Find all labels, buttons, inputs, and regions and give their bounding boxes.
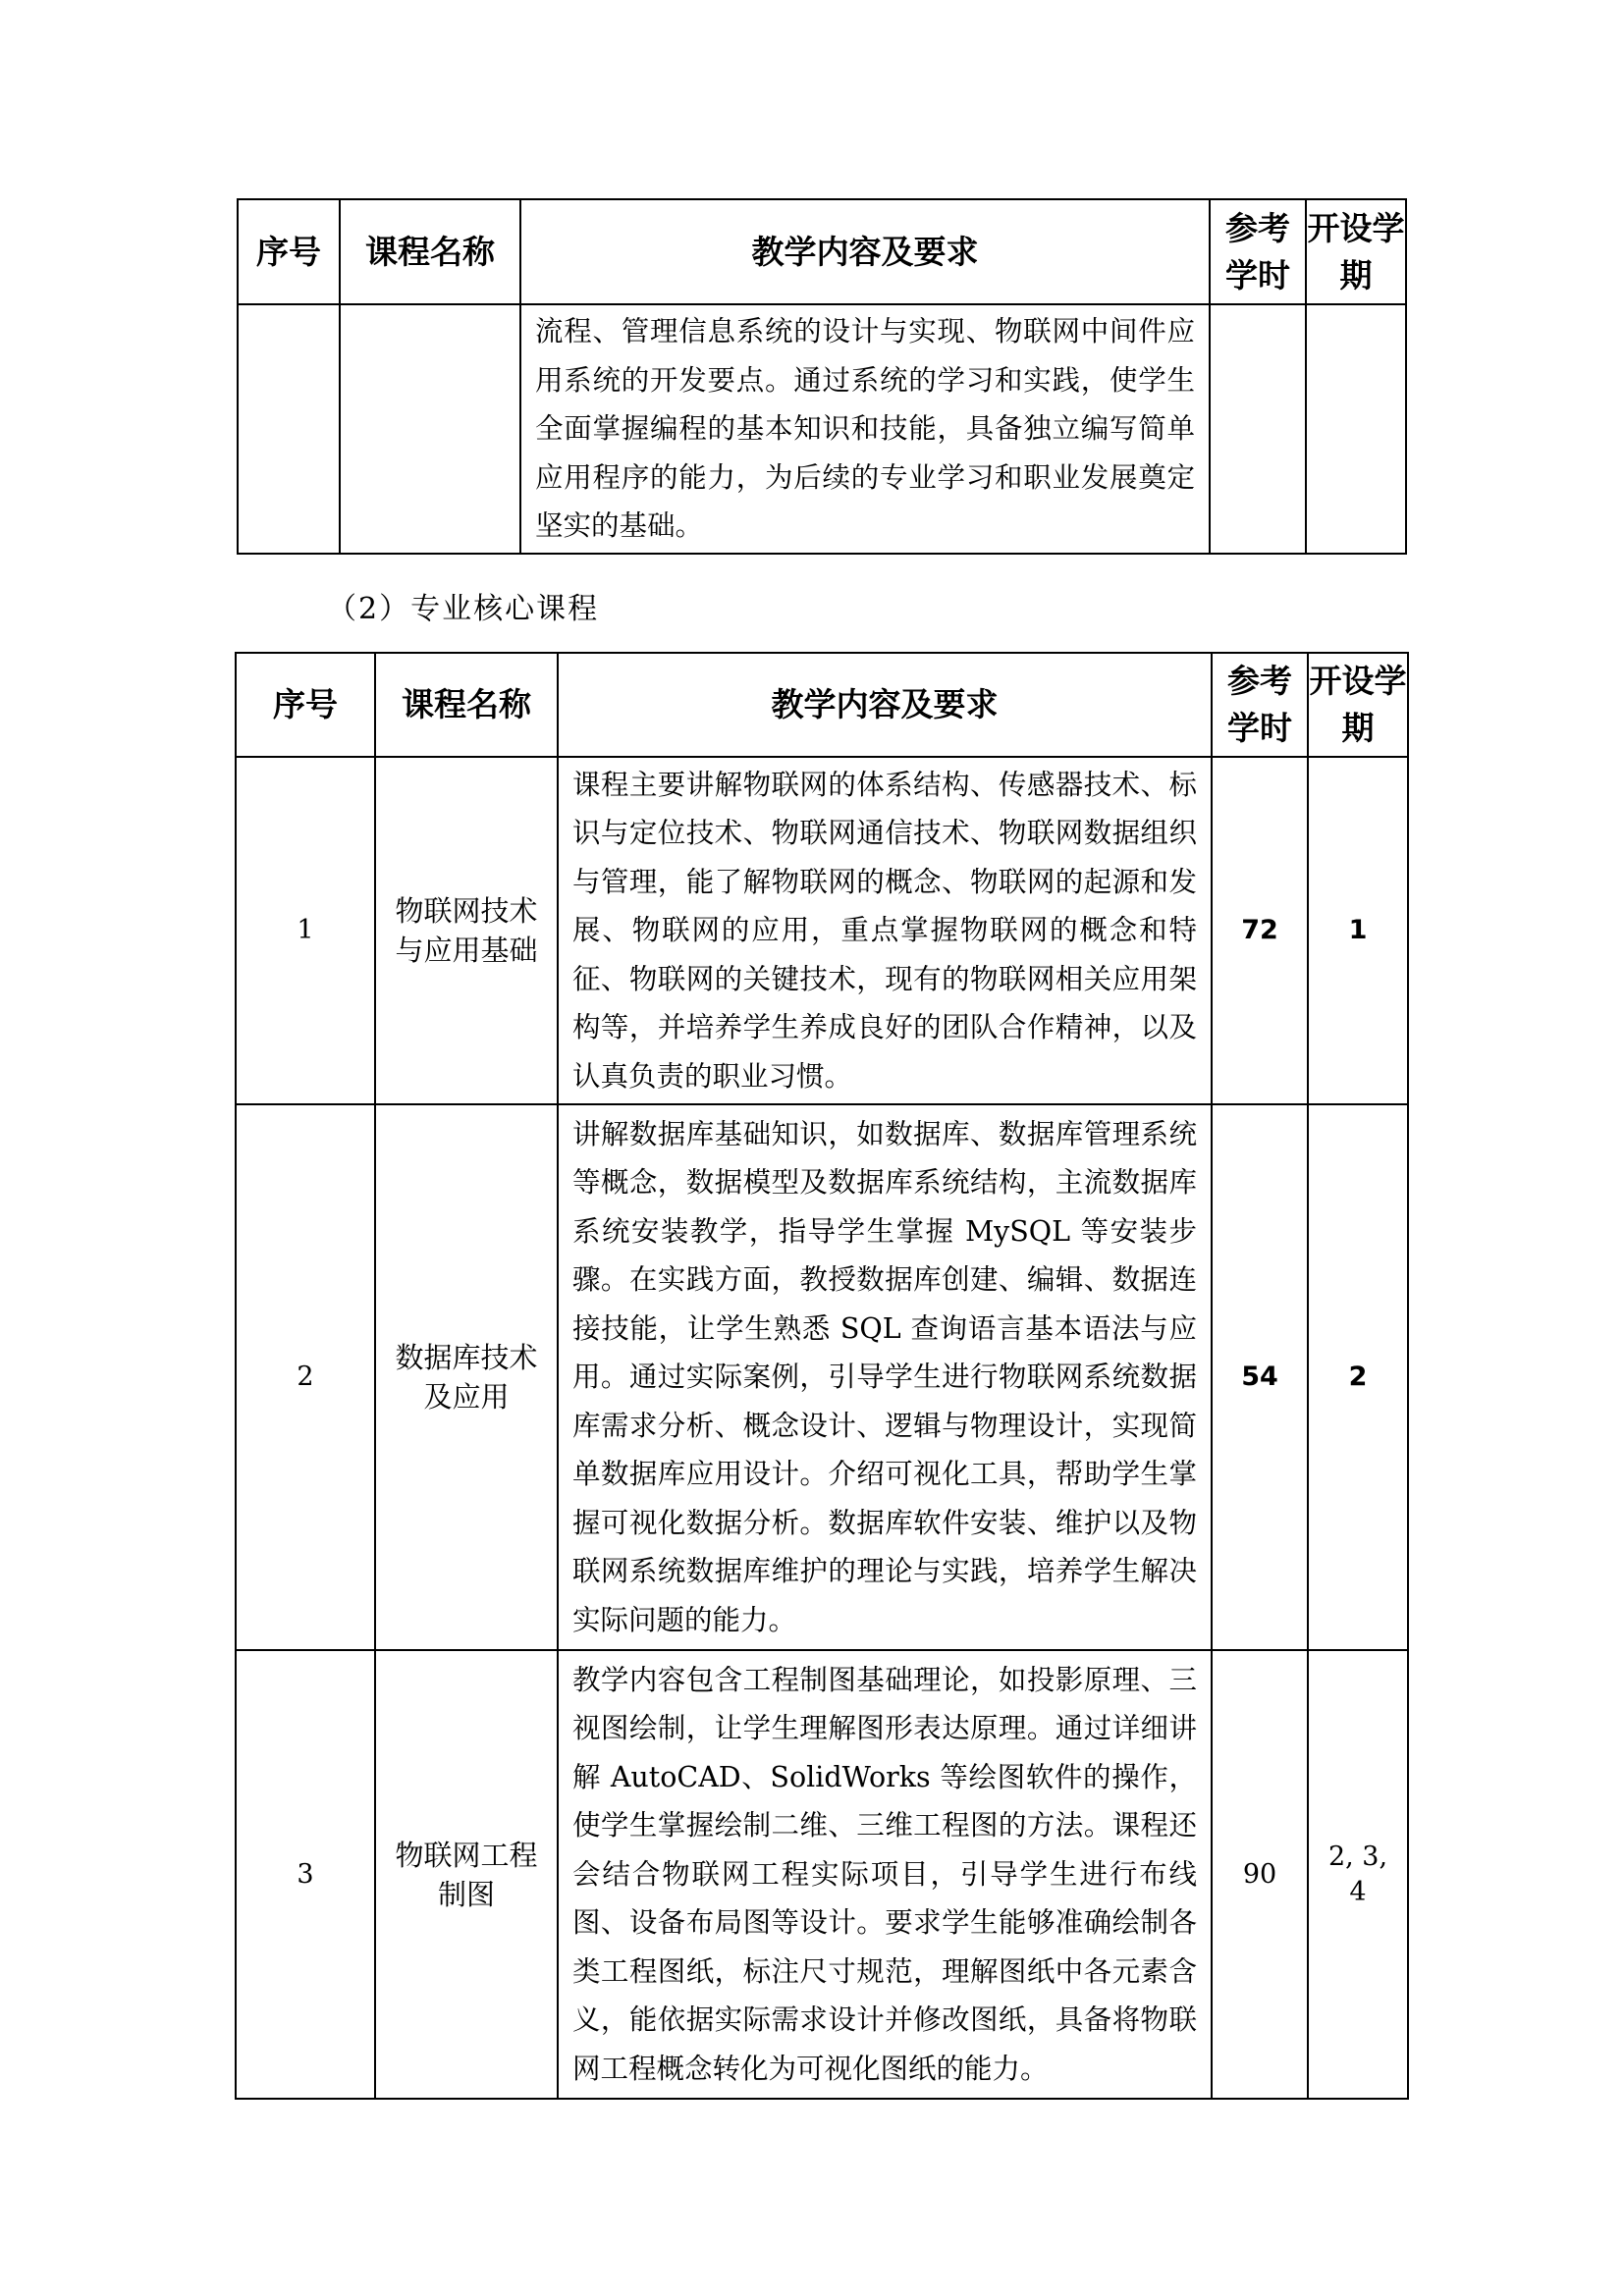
cell-hours: 54 bbox=[1212, 1104, 1308, 1650]
table-header-row bbox=[238, 199, 1406, 304]
header-content: 教学内容及要求 bbox=[520, 199, 1210, 304]
header-course-name: 课程名称 bbox=[340, 199, 520, 304]
table-row bbox=[238, 304, 1406, 554]
cell-hours: 90 bbox=[1212, 1650, 1308, 2099]
course-table-continued bbox=[237, 198, 1407, 555]
cell-semester: 1 bbox=[1308, 757, 1408, 1104]
cell-course-name: 物联网技术与应用基础 bbox=[375, 757, 558, 1104]
header-content: 教学内容及要求 bbox=[558, 653, 1212, 757]
core-course-table bbox=[235, 652, 1409, 2100]
cell-index bbox=[238, 304, 340, 554]
cell-semester bbox=[1306, 304, 1406, 554]
cell-course-name bbox=[340, 304, 520, 554]
cell-semester: 2 bbox=[1308, 1104, 1408, 1650]
cell-index: 1 bbox=[236, 757, 375, 1104]
table-row bbox=[236, 757, 1408, 1104]
table-row bbox=[236, 1104, 1408, 1650]
cell-content: 课程主要讲解物联网的体系结构、传感器技术、标识与定位技术、物联网通信技术、物联网数据组织与管理，能了解物联网的概念、物联网的起源和发展、物联网的应用，重点掌握物联网的概念和特征、物联网的关键技术，现有的物联网相关应用架构等，并培养学生养成良好的团队合作精神，以及认真负责的职业习惯。 bbox=[558, 757, 1212, 1104]
cell-index: 2 bbox=[236, 1104, 375, 1650]
header-index: 序号 bbox=[236, 653, 375, 757]
cell-index: 3 bbox=[236, 1650, 375, 2099]
cell-hours: 72 bbox=[1212, 757, 1308, 1104]
header-hours: 参考学时 bbox=[1212, 653, 1308, 757]
header-course-name: 课程名称 bbox=[375, 653, 558, 757]
header-semester: 开设学期 bbox=[1308, 653, 1408, 757]
cell-content: 流程、管理信息系统的设计与实现、物联网中间件应用系统的开发要点。通过系统的学习和实践，使学生全面掌握编程的基本知识和技能，具备独立编写简单应用程序的能力，为后续的专业学习和职业发展奠定坚实的基础。 bbox=[520, 304, 1210, 554]
header-semester: 开设学期 bbox=[1306, 199, 1406, 304]
header-index: 序号 bbox=[238, 199, 340, 304]
cell-content: 讲解数据库基础知识，如数据库、数据库管理系统等概念，数据模型及数据库系统结构，主流数据库系统安装教学，指导学生掌握 MySQL 等安装步骤。在实践方面，教授数据库创建、编辑、数据连接技能，让学生熟悉 SQL 查询语言基本语法与应用。通过实际案例，引导学生进行物联网系统数据库需求分析、概念设计、逻辑与物理设计，实现简单数据库应用设计。介绍可视化工具，帮助学生掌握可视化数据分析。数据库软件安装、维护以及物联网系统数据库维护的理论与实践，培养学生解决实际问题的能力。 bbox=[558, 1104, 1212, 1650]
cell-hours bbox=[1210, 304, 1306, 554]
table-row bbox=[236, 1650, 1408, 2099]
header-hours: 参考学时 bbox=[1210, 199, 1306, 304]
cell-semester: 2, 3, 4 bbox=[1308, 1650, 1408, 2099]
section-heading: （2）专业核心课程 bbox=[327, 592, 600, 626]
cell-course-name: 数据库技术及应用 bbox=[375, 1104, 558, 1650]
table-header-row bbox=[236, 653, 1408, 757]
cell-content: 教学内容包含工程制图基础理论，如投影原理、三视图绘制，让学生理解图形表达原理。通过详细讲解 AutoCAD、SolidWorks 等绘图软件的操作，使学生掌握绘制二维、三维工程图的方法。课程还会结合物联网工程实际项目，引导学生进行布线图、设备布局图等设计。要求学生能够准确绘制各类工程图纸，标注尺寸规范，理解图纸中各元素含义，能依据实际需求设计并修改图纸，具备将物联网工程概念转化为可视化图纸的能力。 bbox=[558, 1650, 1212, 2099]
cell-course-name: 物联网工程制图 bbox=[375, 1650, 558, 2099]
